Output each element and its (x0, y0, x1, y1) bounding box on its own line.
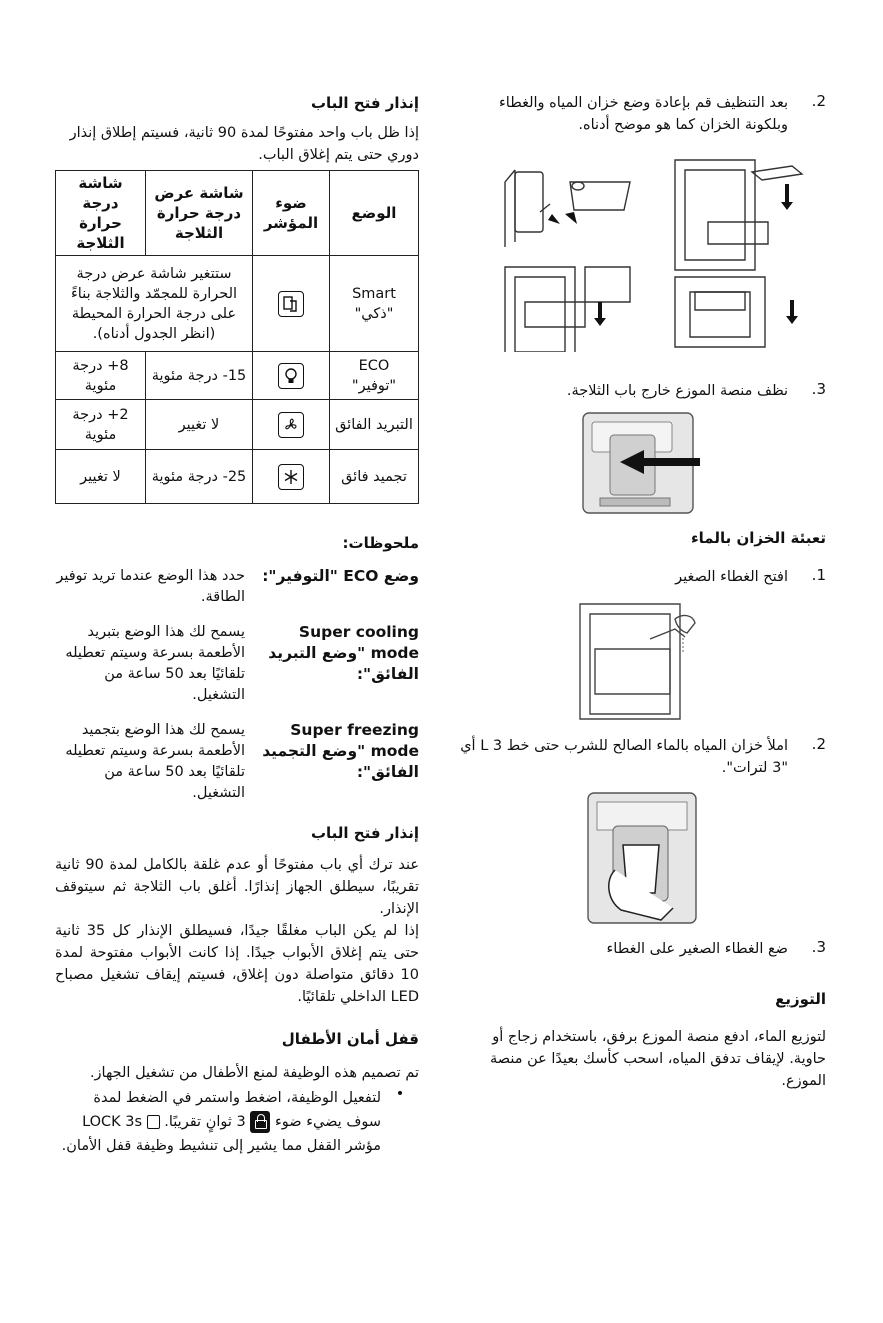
fill-step2-block (455, 735, 826, 779)
step-number: 2. (811, 92, 826, 110)
step3-block (470, 380, 826, 402)
dispense-heading: التوزيع (775, 990, 826, 1008)
note-eco (55, 566, 419, 608)
door-alarm2-p2: إذا لم يكن الباب مغلقًا جيدًا، فسيطلق الإنذار كل 35 ثانية حتى يتم إغلاق الأبواب جيدًا. إذا كانت الأبواب مفتوحة لمدة 10 دقائق متواصلة دون إغلاق، فسيتم إيقاف تشغيل مصباح LED الداخلي تلقائيًا. (55, 923, 420, 1005)
modes-table (55, 170, 419, 504)
door-alarm-intro: إذا ظل باب واحد مفتوحًا لمدة 90 ثانية، فسيتم إطلاق إنذار دوري حتى يتم إغلاق الباب. (69, 125, 419, 163)
fill-cup-figure (585, 790, 700, 930)
bullet-part-b: 3 ثوانٍ تقريبًا. (164, 1114, 246, 1130)
header-freezer-display: شاشة درجة حرارة الثلاجة (56, 171, 146, 256)
indicator-cell (253, 400, 330, 450)
bullet-part-c: سوف يضيء ضوء (274, 1114, 381, 1130)
door-alarm2-p1: عند ترك أي باب مفتوحًا أو عدم غلقة بالكامل لمدة 90 ثانية تقريبًا، سيطلق الجهاز إنذارًا. أغلق باب الثلاجة ثم سيتوقف الإنذار. (55, 857, 420, 917)
indicator-cell (253, 256, 330, 352)
child-lock-bullet (55, 1086, 419, 1158)
header-indicator: ضوء المؤشر (253, 171, 330, 256)
mode-cell: تجميد فائق (330, 450, 419, 504)
note-value: يسمح لك هذا الوضع بتبريد الأطعمة بسرعة وسيتم تعطيله تلقائيًا بعد 50 ساعة من التشغيل. (65, 624, 245, 703)
step-text: املأ خزان المياه بالماء الصالح للشرب حتى خط 3 L أي "3 لترات". (460, 738, 788, 776)
note-key: Super cooling mode "وضع التبريد الفائق": (268, 623, 419, 683)
table-row (56, 400, 419, 450)
step-text: نظف منصة الموزع خارج باب الثلاجة. (566, 383, 788, 399)
step-number: 2. (811, 735, 826, 753)
bullet-part-d: مؤشر القفل مما يشير إلى تنشيط وظيفة قفل الأمان. (61, 1138, 381, 1154)
door-alarm-heading: إنذار فتح الباب (310, 94, 419, 112)
step-number: 3. (811, 380, 826, 398)
child-lock-p1: تم تصميم هذه الوظيفة لمنع الأطفال من تشغيل الجهاز. (89, 1065, 419, 1081)
mode-cell: التبريد الفائق (330, 400, 419, 450)
child-lock-heading: قفل أمان الأطفال (281, 1030, 419, 1048)
header-mode: الوضع (330, 171, 419, 256)
fill-step3-block (470, 938, 826, 960)
lock-icon (147, 1115, 160, 1129)
step2-block (470, 92, 826, 136)
table-row (56, 352, 419, 400)
step-item (470, 566, 826, 588)
tank-reassembly-figure (490, 152, 810, 352)
mode-cell: ECO "توفير" (330, 352, 419, 400)
snowflake-icon (278, 464, 304, 490)
step-item (470, 380, 826, 402)
step-item (455, 735, 826, 779)
note-super-cooling (55, 622, 419, 706)
note-value: يسمح لك هذا الوضع بتجميد الأطعمة بسرعة وسيتم تعطيله تلقائيًا بعد 50 ساعة من التشغيل. (65, 722, 245, 801)
fill-heading-block (470, 527, 826, 549)
bullet-text (55, 1086, 381, 1158)
step-number: 1. (811, 566, 826, 584)
freezer-cell: 2+ درجة مئوية (56, 400, 146, 450)
fill-step1-block (470, 566, 826, 588)
mode-cell: Smart "ذكي" (330, 256, 419, 352)
door-alarm2-heading: إنذار فتح الباب (310, 824, 419, 842)
note-key: Super freezing mode "وضع التجميد الفائق": (262, 721, 419, 781)
fill-heading: تعبئة الخزان بالماء (691, 529, 826, 547)
step-text: بعد التنظيف قم بإعادة وضع خزان المياه والغطاء وبلكونة الخزان كما هو موضح أدناه. (498, 95, 788, 133)
table-row (56, 450, 419, 504)
header-fridge-display: شاشة عرض درجة حرارة الثلاجة (146, 171, 253, 256)
open-lid-figure (575, 594, 715, 724)
dispenser-cleaning-figure (580, 410, 700, 518)
step-item (470, 92, 826, 136)
notes-list (55, 566, 419, 804)
smart-icon (278, 291, 304, 317)
indicator-cell (253, 450, 330, 504)
notes-heading: ملحوظات: (342, 534, 419, 552)
indicator-cell (253, 352, 330, 400)
note-value: حدد هذا الوضع عندما تريد توفير الطاقة. (56, 568, 245, 605)
step-text: ضع الغطاء الصغير على الغطاء (606, 941, 788, 957)
lock-3s-label: LOCK 3s (82, 1114, 143, 1130)
step-number: 3. (811, 938, 826, 956)
bullet-dot: • (395, 1086, 405, 1102)
freezer-cell: 8+ درجة مئوية (56, 352, 146, 400)
fan-icon (278, 412, 304, 438)
fridge-cell: لا تغيير (146, 400, 253, 450)
table-header-row (56, 171, 419, 256)
step-text: افتح الغطاء الصغير (675, 569, 788, 585)
fridge-cell: 25- درجة مئوية (146, 450, 253, 504)
fridge-cell: 15- درجة مئوية (146, 352, 253, 400)
merged-cell: ستتغير شاشة عرض درجة الحرارة للمجمّد والثلاجة بناءً على درجة الحرارة المحيطة (انظر الجدول أدناه). (56, 256, 253, 352)
lock-indicator-icon (250, 1111, 270, 1133)
bullet-part-a: لتفعيل الوظيفة، اضغط واستمر في الضغط لمدة (93, 1090, 381, 1106)
dispense-block (470, 988, 826, 1092)
step-item (470, 938, 826, 960)
note-super-freezing (55, 720, 419, 804)
dispense-text: لتوزيع الماء، ادفع منصة الموزع برفق، باستخدام زجاج أو حاوية. لإيقاف تدفق المياه، اسحب كأسك بعيدًا عن منصة الموزع. (489, 1029, 826, 1089)
table-row (56, 256, 419, 352)
left-column (55, 92, 419, 1158)
freezer-cell: لا تغيير (56, 450, 146, 504)
note-key: وضع ECO "التوفير": (262, 567, 419, 585)
eco-bulb-icon (278, 363, 304, 389)
